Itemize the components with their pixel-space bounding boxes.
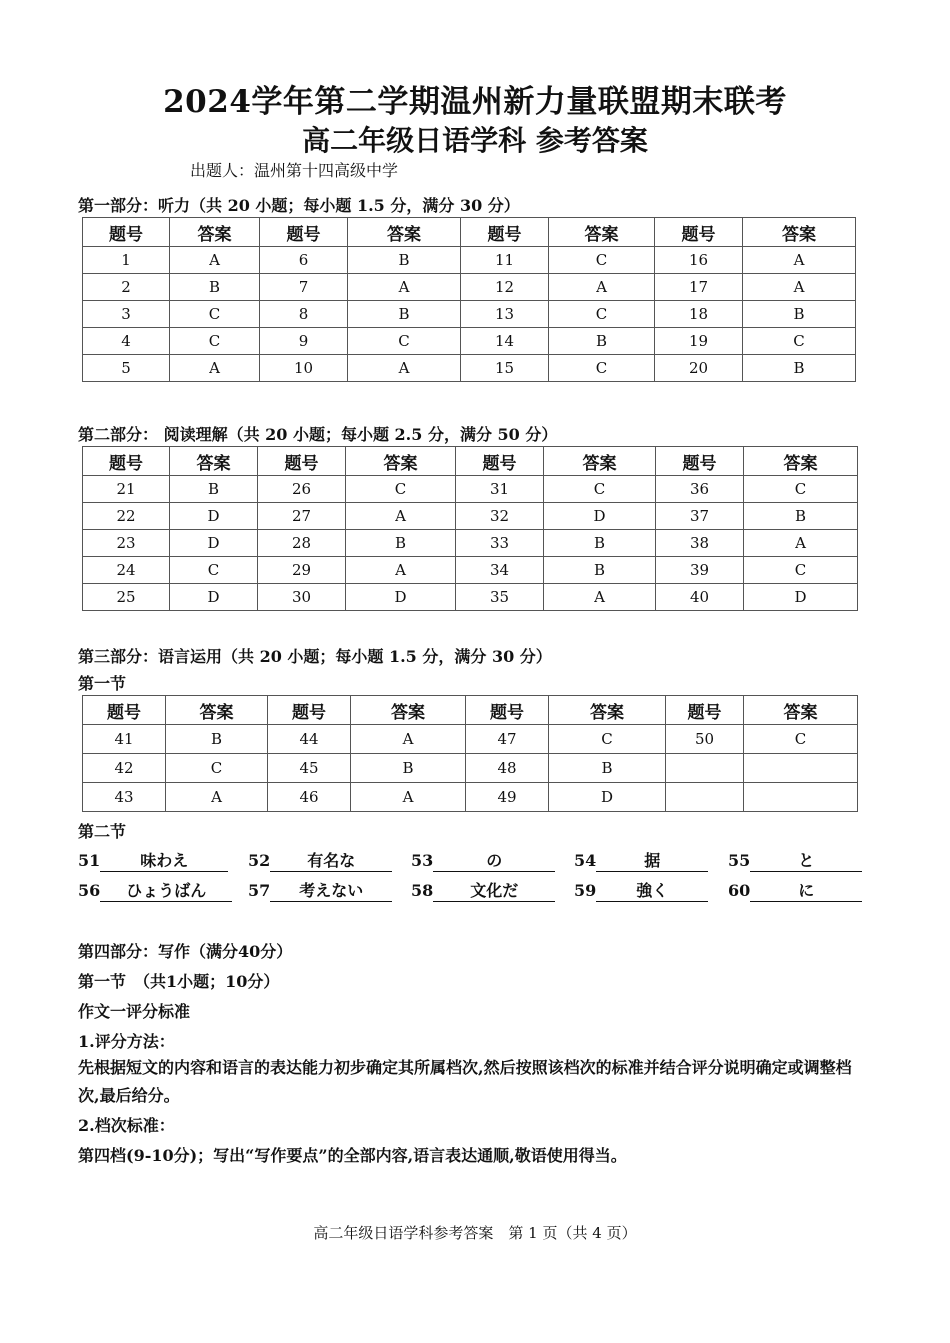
fill-item-60: 60 に — [728, 878, 862, 902]
question-number-cell: 37 — [656, 503, 744, 530]
answer-cell: B — [743, 301, 856, 328]
question-number-cell — [666, 754, 744, 783]
question-number-cell: 7 — [260, 274, 348, 301]
header-question-number: 题号 — [466, 696, 549, 725]
question-number-cell: 9 — [260, 328, 348, 355]
part2-answer-table — [82, 446, 858, 611]
part1-heading: 第一部分：听力（共 20 小题；每小题 1.5 分，满分 30 分） — [78, 196, 520, 215]
answer-cell: A — [743, 274, 856, 301]
answer-cell: C — [170, 557, 258, 584]
header-answer: 答案 — [544, 447, 656, 476]
question-number-cell: 29 — [258, 557, 346, 584]
question-number-cell — [666, 783, 744, 812]
header-answer: 答案 — [351, 696, 466, 725]
question-number-cell: 15 — [461, 355, 549, 382]
answer-cell: A — [346, 503, 456, 530]
header-question-number: 题号 — [83, 218, 170, 247]
answer-cell: B — [170, 476, 258, 503]
table-row — [83, 476, 858, 503]
answer-cell: C — [348, 328, 461, 355]
header-answer: 答案 — [744, 447, 858, 476]
fill-answer-55: と — [750, 848, 862, 872]
question-number-cell: 40 — [656, 584, 744, 611]
answer-cell: C — [549, 355, 655, 382]
part2-header-row — [83, 447, 858, 476]
question-number-cell: 45 — [268, 754, 351, 783]
fill-answer-57: 考えない — [270, 878, 392, 902]
header-question-number: 题号 — [456, 447, 544, 476]
answer-cell: A — [351, 783, 466, 812]
question-number-cell: 49 — [466, 783, 549, 812]
answer-cell — [744, 754, 858, 783]
table-row — [83, 247, 856, 274]
question-number-cell: 25 — [83, 584, 170, 611]
answer-cell: A — [348, 355, 461, 382]
answer-cell: C — [549, 301, 655, 328]
question-number-cell: 42 — [83, 754, 166, 783]
exam-subtitle: 高二年级日语学科 参考答案 — [302, 124, 648, 157]
part2-heading: 第二部分： 阅读理解（共 20 小题；每小题 2.5 分，满分 50 分） — [78, 425, 558, 444]
fill-answer-58: 文化だ — [433, 878, 555, 902]
answer-cell: A — [744, 530, 858, 557]
part1-header-row — [83, 218, 856, 247]
header-answer: 答案 — [549, 218, 655, 247]
answer-cell: B — [549, 328, 655, 355]
question-number-cell: 27 — [258, 503, 346, 530]
header-answer: 答案 — [549, 696, 666, 725]
answer-cell: D — [744, 584, 858, 611]
answer-cell: C — [744, 557, 858, 584]
header-question-number: 题号 — [656, 447, 744, 476]
question-number-cell: 22 — [83, 503, 170, 530]
answer-cell: A — [170, 247, 260, 274]
exam-title: 2024学年第二学期温州新力量联盟期末联考 — [163, 84, 787, 120]
fill-item-56: 56 ひょうばん — [78, 878, 232, 902]
header-answer: 答案 — [743, 218, 856, 247]
answer-cell: B — [351, 754, 466, 783]
answer-cell: C — [170, 301, 260, 328]
header-question-number: 题号 — [461, 218, 549, 247]
question-number-cell: 23 — [83, 530, 170, 557]
answer-cell: A — [544, 584, 656, 611]
part3-section2-label: 第二节 — [78, 822, 127, 841]
answer-cell: B — [549, 754, 666, 783]
question-number-cell: 10 — [260, 355, 348, 382]
answer-cell: C — [170, 328, 260, 355]
table-row — [83, 754, 858, 783]
part4-section1-label: 第一节 （共1小题；10分） — [78, 972, 280, 991]
answer-cell: B — [348, 247, 461, 274]
answer-cell: C — [549, 247, 655, 274]
answer-cell: B — [544, 557, 656, 584]
page-footer: 高二年级日语学科参考答案 第 1 页（共 4 页） — [313, 1224, 637, 1242]
answer-cell: A — [166, 783, 268, 812]
question-number-cell: 5 — [83, 355, 170, 382]
question-number-cell: 19 — [655, 328, 743, 355]
table-row — [83, 328, 856, 355]
table-row — [83, 584, 858, 611]
answer-cell: A — [549, 274, 655, 301]
question-number-cell: 17 — [655, 274, 743, 301]
header-question-number: 题号 — [83, 447, 170, 476]
question-number-cell: 39 — [656, 557, 744, 584]
answer-cell: C — [743, 328, 856, 355]
question-number-cell: 24 — [83, 557, 170, 584]
question-number-cell: 18 — [655, 301, 743, 328]
question-number-cell: 14 — [461, 328, 549, 355]
table-row — [83, 274, 856, 301]
header-question-number: 题号 — [655, 218, 743, 247]
header-answer: 答案 — [170, 218, 260, 247]
fill-answer-54: 据 — [596, 848, 708, 872]
part4-heading: 第四部分：写作（满分40分） — [78, 942, 293, 961]
answer-cell: B — [743, 355, 856, 382]
question-number-cell: 2 — [83, 274, 170, 301]
answer-cell: D — [549, 783, 666, 812]
header-question-number: 题号 — [258, 447, 346, 476]
part1-answer-table — [82, 217, 856, 382]
question-number-cell: 30 — [258, 584, 346, 611]
question-number-cell: 47 — [466, 725, 549, 754]
question-number-cell: 50 — [666, 725, 744, 754]
fill-item-59: 59 強く — [574, 878, 708, 902]
part3-section1-label: 第一节 — [78, 674, 127, 693]
answer-cell: C — [346, 476, 456, 503]
question-number-cell: 21 — [83, 476, 170, 503]
fill-item-54: 54 据 — [574, 848, 708, 872]
fill-answer-51: 味わえ — [100, 848, 228, 872]
fill-answer-53: の — [433, 848, 555, 872]
question-number-cell: 6 — [260, 247, 348, 274]
fill-answer-52: 有名な — [270, 848, 392, 872]
question-number-cell: 16 — [655, 247, 743, 274]
header-answer: 答案 — [170, 447, 258, 476]
question-number-cell: 28 — [258, 530, 346, 557]
question-number-cell: 32 — [456, 503, 544, 530]
method-text: 先根据短文的内容和语言的表达能力初步确定其所属档次,然后按照该档次的标准并结合评分说明确定或调整档次,最后给分。 — [78, 1058, 852, 1105]
header-question-number: 题号 — [260, 218, 348, 247]
answer-cell: C — [544, 476, 656, 503]
part3-header-row — [83, 696, 858, 725]
fill-item-57: 57 考えない — [248, 878, 392, 902]
header-answer: 答案 — [346, 447, 456, 476]
question-number-cell: 4 — [83, 328, 170, 355]
criteria-title: 作文一评分标准 — [78, 1002, 191, 1021]
question-number-cell: 41 — [83, 725, 166, 754]
answer-cell: B — [348, 301, 461, 328]
answer-cell: A — [346, 557, 456, 584]
fill-answer-56: ひょうばん — [100, 878, 232, 902]
table-row — [83, 503, 858, 530]
table-row — [83, 301, 856, 328]
part3-heading: 第三部分：语言运用（共 20 小题；每小题 1.5 分，满分 30 分） — [78, 647, 552, 666]
answer-cell: D — [170, 530, 258, 557]
answer-cell: A — [348, 274, 461, 301]
header-question-number: 题号 — [666, 696, 744, 725]
question-number-cell: 20 — [655, 355, 743, 382]
answer-cell: C — [744, 476, 858, 503]
question-number-cell: 48 — [466, 754, 549, 783]
table-row — [83, 355, 856, 382]
header-answer: 答案 — [744, 696, 858, 725]
answer-cell: B — [744, 503, 858, 530]
answer-cell: C — [166, 754, 268, 783]
question-number-cell: 12 — [461, 274, 549, 301]
question-number-cell: 31 — [456, 476, 544, 503]
fill-item-51: 51 味わえ — [78, 848, 228, 872]
question-number-cell: 43 — [83, 783, 166, 812]
fill-item-55: 55 と — [728, 848, 862, 872]
fill-answer-59: 強く — [596, 878, 708, 902]
answer-cell: C — [549, 725, 666, 754]
answer-cell: D — [170, 503, 258, 530]
answer-cell — [744, 783, 858, 812]
header-question-number: 题号 — [268, 696, 351, 725]
question-number-cell: 26 — [258, 476, 346, 503]
fill-item-58: 58 文化だ — [411, 878, 555, 902]
answer-cell: A — [351, 725, 466, 754]
header-answer: 答案 — [348, 218, 461, 247]
question-number-cell: 1 — [83, 247, 170, 274]
question-number-cell: 33 — [456, 530, 544, 557]
question-number-cell: 11 — [461, 247, 549, 274]
question-number-cell: 36 — [656, 476, 744, 503]
fill-item-52: 52 有名な — [248, 848, 392, 872]
author-line: 出题人：温州第十四高级中学 — [190, 161, 399, 180]
question-number-cell: 34 — [456, 557, 544, 584]
answer-cell: A — [170, 355, 260, 382]
question-number-cell: 3 — [83, 301, 170, 328]
question-number-cell: 46 — [268, 783, 351, 812]
table-row — [83, 530, 858, 557]
question-number-cell: 8 — [260, 301, 348, 328]
table-row — [83, 725, 858, 754]
table-row — [83, 783, 858, 812]
question-number-cell: 44 — [268, 725, 351, 754]
answer-cell: D — [544, 503, 656, 530]
answer-cell: B — [166, 725, 268, 754]
answer-cell: B — [170, 274, 260, 301]
level4-text: 第四档(9-10分)；写出“写作要点”的全部内容,语言表达通顺,敬语使用得当。 — [78, 1146, 627, 1165]
question-number-cell: 38 — [656, 530, 744, 557]
fill-item-53: 53 の — [411, 848, 555, 872]
answer-cell: A — [743, 247, 856, 274]
header-answer: 答案 — [166, 696, 268, 725]
question-number-cell: 35 — [456, 584, 544, 611]
method-title: 1.评分方法： — [78, 1032, 175, 1051]
part3-answer-table — [82, 695, 858, 812]
level-title: 2.档次标准： — [78, 1116, 175, 1135]
question-number-cell: 13 — [461, 301, 549, 328]
fill-answer-60: に — [750, 878, 862, 902]
table-row — [83, 557, 858, 584]
answer-cell: D — [346, 584, 456, 611]
answer-cell: B — [346, 530, 456, 557]
answer-cell: D — [170, 584, 258, 611]
answer-cell: B — [544, 530, 656, 557]
header-question-number: 题号 — [83, 696, 166, 725]
answer-cell: C — [744, 725, 858, 754]
